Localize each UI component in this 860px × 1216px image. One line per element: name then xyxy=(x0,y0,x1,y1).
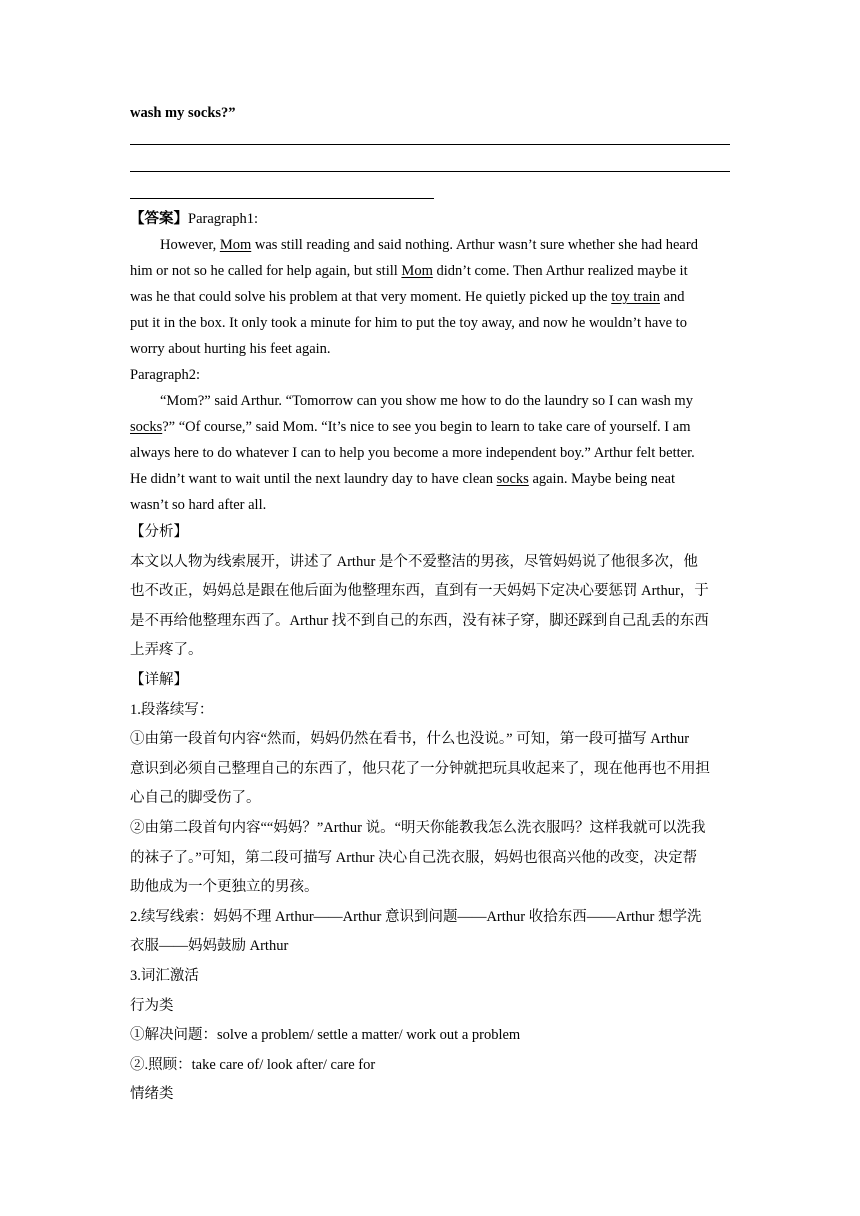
continued-text-heading: wash my socks?” xyxy=(130,105,236,121)
text-line: always here to do whatever I can to help you become a more independent boy.” Arthur felt better. xyxy=(130,445,695,461)
paragraph1-text xyxy=(130,232,730,362)
paragraph2-heading: Paragraph2: xyxy=(130,367,201,383)
analysis-section xyxy=(130,518,730,666)
writing-line xyxy=(130,198,434,199)
underlined-word: Mom xyxy=(401,263,433,279)
paragraph1-heading: Paragraph1: xyxy=(188,211,259,227)
detail-section xyxy=(130,666,730,1110)
detail-line: 1.段落续写： xyxy=(130,701,214,718)
text-line: put it in the box. It only took a minute for him to put the toy away, and now he wouldn’t have to xyxy=(130,315,687,331)
detail-line: 心自己的脚受伤了。 xyxy=(130,790,261,807)
analysis-label: 【分析】 xyxy=(130,524,188,540)
detail-line: ②由第二段首句内容““妈妈？”Arthur 说。“明天你能教我怎么洗衣服吗？这样我就可以洗我 xyxy=(130,819,706,836)
writing-lines xyxy=(130,144,730,199)
detail-line: ①解决问题：solve a problem/ settle a matter/ work out a problem xyxy=(130,1027,521,1044)
detail-line: 行为类 xyxy=(130,997,174,1014)
text-line: wasn’t so hard after all. xyxy=(130,497,267,513)
detail-line: 情绪类 xyxy=(130,1086,174,1103)
answer-section xyxy=(130,206,730,518)
analysis-line: 是不再给他整理东西了。Arthur 找不到自己的东西，没有袜子穿，脚还踩到自己乱丢的东西 xyxy=(130,612,709,629)
detail-line: 衣服——妈妈鼓励 Arthur xyxy=(130,938,289,955)
text-line: worry about hurting his feet again. xyxy=(130,341,331,357)
analysis-line: 也不改正，妈妈总是跟在他后面为他整理东西，直到有一天妈妈下定决心要惩罚 Arthur，于 xyxy=(130,583,709,600)
text-line: was he that could solve his problem at that very moment. He quietly picked up the toy train and xyxy=(130,289,685,305)
underlined-word: toy train xyxy=(611,289,660,305)
writing-line xyxy=(130,144,730,145)
text-line: socks?” “Of course,” said Mom. “It’s nice to see you begin to learn to take care of yourself. I am xyxy=(130,419,691,435)
analysis-line: 上弄疼了。 xyxy=(130,642,203,659)
answer-heading-row xyxy=(130,206,730,232)
detail-line: 的袜子了。”可知，第二段可描写 Arthur 决心自己洗衣服，妈妈也很高兴他的改变，决定帮 xyxy=(130,849,698,866)
detail-line: 2.续写线索：妈妈不理 Arthur——Arthur 意识到问题——Arthur 收拾东西——Arthur 想学洗 xyxy=(130,908,702,925)
detail-line: ①由第一段首句内容“然而，妈妈仍然在看书，什么也没说。” 可知，第一段可描写 Arthur xyxy=(130,731,690,748)
underlined-word: Mom xyxy=(219,237,252,253)
underlined-word: socks xyxy=(130,419,163,435)
writing-line xyxy=(130,171,730,172)
document-page xyxy=(130,100,730,1110)
detail-label: 【详解】 xyxy=(130,671,188,688)
text-line: He didn’t want to wait until the next laundry day to have clean socks again. Maybe being neat xyxy=(130,471,675,487)
detail-line: 助他成为一个更独立的男孩。 xyxy=(130,879,319,896)
paragraph2-text xyxy=(130,388,730,518)
text-line: However, Mom was still reading and said nothing. Arthur wasn’t sure whether she had heard xyxy=(160,237,698,253)
text-line: “Mom?” said Arthur. “Tomorrow can you show me how to do the laundry so I can wash my xyxy=(160,393,693,409)
detail-line: 3.词汇激活 xyxy=(130,967,199,984)
text-line: him or not so he called for help again, but still Mom didn’t come. Then Arthur realized maybe it xyxy=(130,263,688,279)
underlined-word: socks xyxy=(496,471,529,487)
analysis-line: 本文以人物为线索展开，讲述了 Arthur 是个不爱整洁的男孩，尽管妈妈说了他很多次，他 xyxy=(130,553,698,570)
answer-label: 【答案】 xyxy=(130,211,188,227)
detail-line: ②.照顾：take care of/ look after/ care for xyxy=(130,1056,376,1073)
detail-line: 意识到必须自己整理自己的东西了，他只花了一分钟就把玩具收起来了，现在他再也不用担 xyxy=(130,760,710,777)
